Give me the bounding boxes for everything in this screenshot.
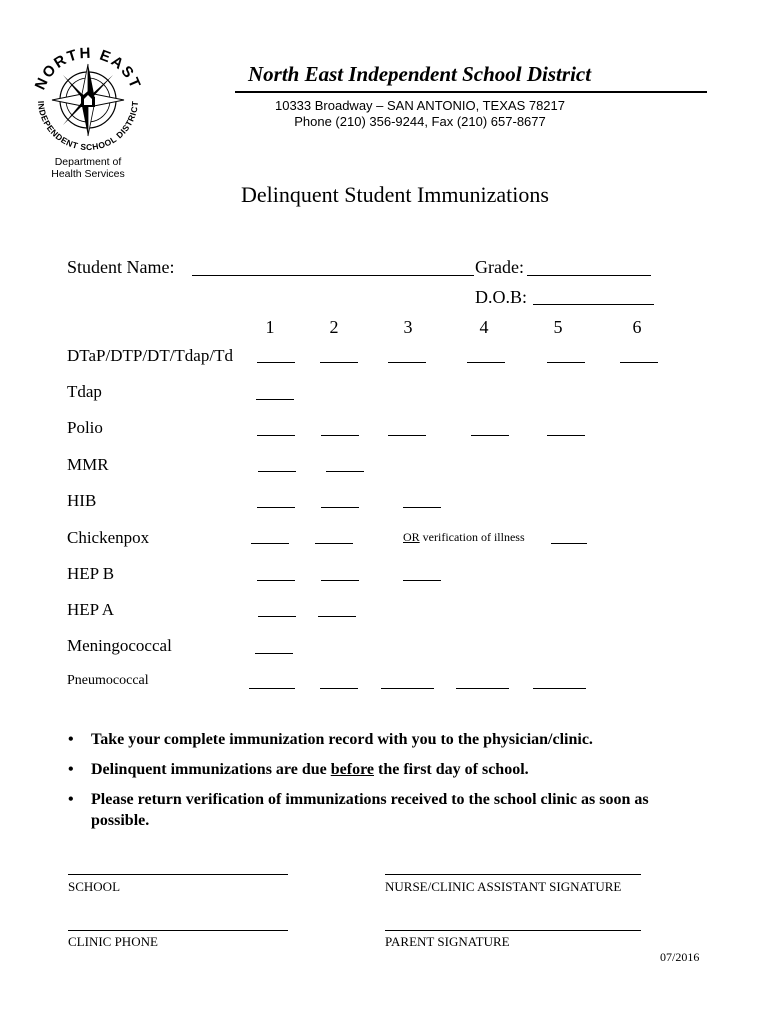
grade-field[interactable] — [527, 275, 651, 276]
hepa-dose-1-field[interactable] — [258, 616, 296, 617]
hib-dose-1-field[interactable] — [257, 507, 295, 508]
logo-ring-text-bottom: INDEPENDENT SCHOOL DISTRICT — [35, 100, 141, 153]
mmr-dose-2-field[interactable] — [326, 471, 364, 472]
district-name: North East Independent School District — [248, 62, 592, 86]
department-line1: Department of — [54, 156, 122, 168]
pneumococcal-dose-4-field[interactable] — [456, 688, 509, 689]
vaccine-label-hepb: HEP B — [67, 564, 115, 583]
instruction-text: Take your complete immunization record with you to the physician/clinic. — [91, 731, 593, 748]
polio-dose-2-field[interactable] — [321, 435, 359, 436]
bullet-icon: • — [68, 731, 74, 748]
address-line2: Phone (210) 356-9244, Fax (210) 657-8677 — [294, 114, 546, 129]
dose-column-5: 5 — [553, 317, 563, 337]
vaccine-label-tdap: Tdap — [67, 382, 102, 401]
logo-ring-text-top: NORTH EAST — [31, 44, 145, 93]
instruction-text: Please return verification of immunizations received to the school clinic as soon as possible. — [91, 791, 649, 829]
nurse-signature-field[interactable] — [385, 874, 641, 875]
vaccine-label-mmr: MMR — [67, 455, 109, 474]
instruction-text-part: Delinquent immunizations are due — [91, 761, 331, 778]
address-line1: 10333 Broadway – SAN ANTONIO, TEXAS 78217 — [274, 98, 565, 113]
vaccine-label-dtap: DTaP/DTP/DT/Tdap/Td — [67, 346, 233, 365]
parent-signature-label: PARENT SIGNATURE — [385, 934, 510, 949]
mmr-dose-1-field[interactable] — [258, 471, 296, 472]
clinic-phone-label: CLINIC PHONE — [68, 934, 158, 949]
dose-column-6: 6 — [632, 317, 642, 337]
dtap-dose-3-field[interactable] — [388, 362, 426, 363]
dose-column-4: 4 — [479, 317, 489, 337]
chickenpox-dose-1-field[interactable] — [251, 543, 289, 544]
or-keyword: OR — [403, 530, 420, 544]
dtap-dose-6-field[interactable] — [620, 362, 658, 363]
dtap-dose-5-field[interactable] — [547, 362, 585, 363]
dob-field[interactable] — [533, 304, 654, 305]
nurse-signature-label: NURSE/CLINIC ASSISTANT SIGNATURE — [385, 879, 622, 894]
chickenpox-dose-2-field[interactable] — [315, 543, 353, 544]
clinic-phone-field[interactable] — [68, 930, 288, 931]
form-date-code: 07/2016 — [660, 950, 700, 964]
vaccine-label-pneumococcal: Pneumococcal — [67, 673, 149, 688]
hepb-dose-1-field[interactable] — [257, 580, 295, 581]
dose-column-1: 1 — [265, 317, 275, 337]
polio-dose-4-field[interactable] — [471, 435, 509, 436]
header-divider — [235, 91, 707, 93]
dob-label: D.O.B: — [475, 287, 528, 307]
dtap-dose-1-field[interactable] — [257, 362, 295, 363]
before-emphasis: before — [330, 761, 374, 778]
dtap-dose-2-field[interactable] — [320, 362, 358, 363]
hepb-dose-2-field[interactable] — [321, 580, 359, 581]
vaccine-label-polio: Polio — [67, 418, 103, 437]
district-logo — [28, 42, 148, 160]
hepa-dose-2-field[interactable] — [318, 616, 356, 617]
meningococcal-dose-1-field[interactable] — [255, 653, 293, 654]
department-line2: Health Services — [51, 168, 125, 180]
instruction-text-part: the first day of school. — [373, 761, 529, 778]
pneumococcal-dose-5-field[interactable] — [533, 688, 586, 689]
pneumococcal-dose-3-field[interactable] — [381, 688, 434, 689]
student-name-label: Student Name: — [67, 257, 175, 277]
verification-of-illness-label: verification of illness — [419, 530, 525, 544]
hepb-dose-3-field[interactable] — [403, 580, 441, 581]
illness-verification-field[interactable] — [551, 543, 587, 544]
pneumococcal-dose-1-field[interactable] — [249, 688, 295, 689]
bullet-icon: • — [68, 761, 74, 778]
tdap-dose-1-field[interactable] — [256, 399, 294, 400]
parent-signature-field[interactable] — [385, 930, 641, 931]
dtap-dose-4-field[interactable] — [467, 362, 505, 363]
vaccine-label-meningococcal: Meningococcal — [67, 636, 172, 655]
polio-dose-3-field[interactable] — [388, 435, 426, 436]
hib-dose-3-field[interactable] — [403, 507, 441, 508]
grade-label: Grade: — [475, 257, 524, 277]
department-label — [40, 156, 136, 180]
student-name-field[interactable] — [192, 275, 474, 276]
polio-dose-5-field[interactable] — [547, 435, 585, 436]
vaccine-label-chickenpox: Chickenpox — [67, 528, 150, 547]
pneumococcal-dose-2-field[interactable] — [320, 688, 358, 689]
form-title: Delinquent Student Immunizations — [241, 182, 549, 207]
polio-dose-1-field[interactable] — [257, 435, 295, 436]
school-label: SCHOOL — [68, 879, 121, 894]
compass-star-icon — [52, 64, 124, 136]
instruction-text — [91, 759, 701, 780]
vaccine-label-hib: HIB — [67, 491, 97, 510]
hib-dose-2-field[interactable] — [321, 507, 359, 508]
vaccine-label-hepa: HEP A — [67, 600, 115, 619]
school-field[interactable] — [68, 874, 288, 875]
district-address — [235, 98, 605, 130]
dose-column-3: 3 — [403, 317, 413, 337]
chickenpox-illness-option — [403, 530, 525, 545]
dose-column-2: 2 — [329, 317, 339, 337]
bullet-icon: • — [68, 791, 74, 808]
